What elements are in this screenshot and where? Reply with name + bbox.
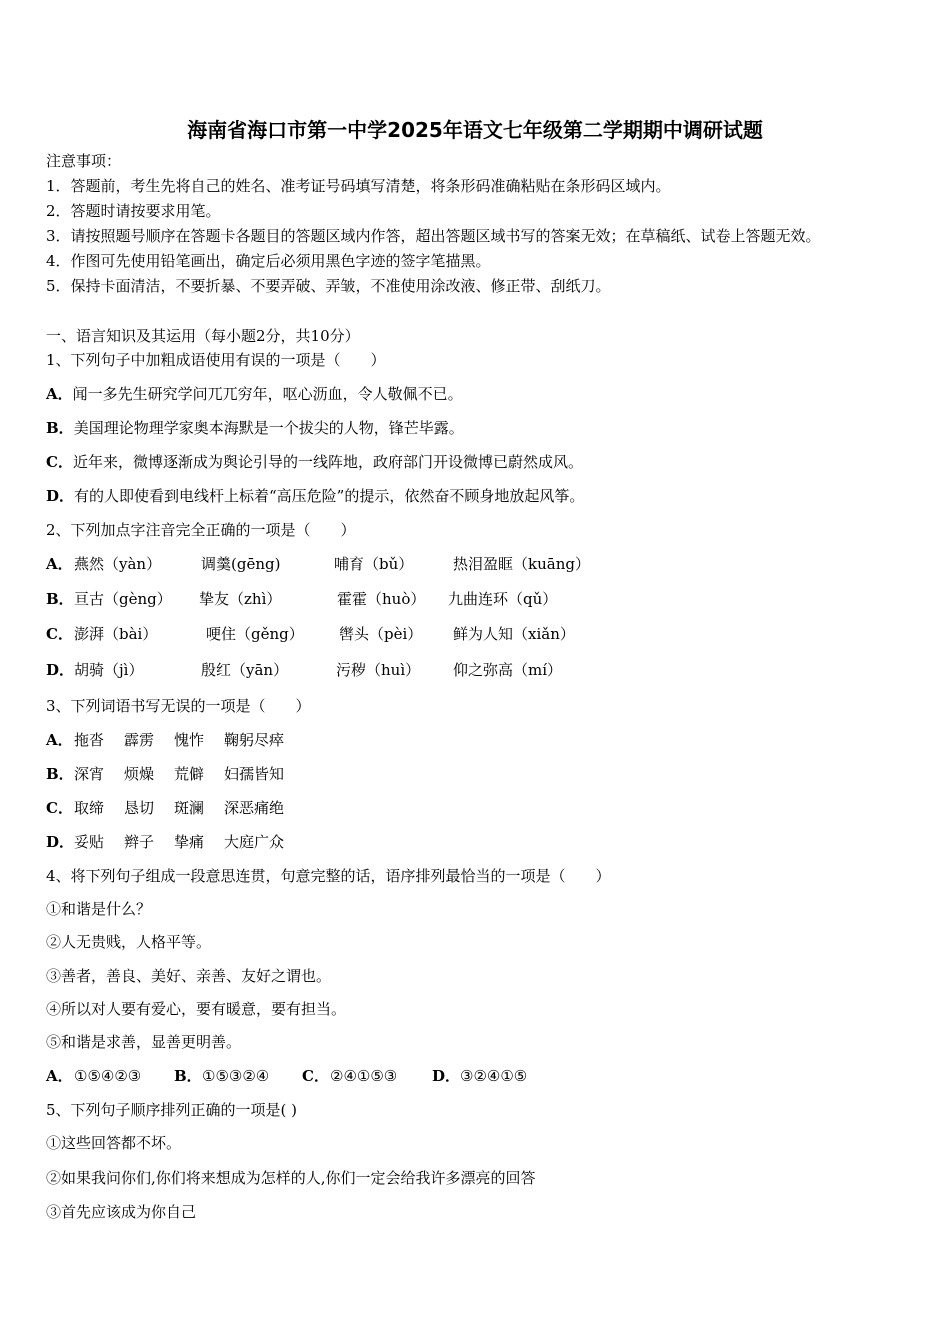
option-cell: 妇孺皆知 bbox=[224, 765, 285, 783]
option bbox=[46, 589, 946, 609]
option bbox=[46, 798, 446, 818]
sentence: ③首先应该成为你自己 bbox=[46, 1203, 197, 1221]
sentence: ①这些回答都不坏。 bbox=[46, 1134, 182, 1152]
option-letter: A． bbox=[46, 555, 73, 573]
option-text: 闻一多先生研究学问兀兀穷年，呕心沥血，令人敬佩不已。 bbox=[72, 385, 463, 403]
option-letter: A． bbox=[46, 731, 73, 749]
option bbox=[46, 452, 583, 472]
option-letter: A． bbox=[46, 1067, 73, 1085]
option-cell: 仰之弥高（mí） bbox=[453, 661, 563, 679]
option-cell: 拖沓 bbox=[74, 731, 105, 749]
option-letter: B． bbox=[46, 765, 74, 783]
option-letter: B． bbox=[174, 1067, 202, 1085]
option-cell: 鲜为人知（xiǎn） bbox=[453, 625, 575, 643]
section-heading: 一、语言知识及其运用（每小题2分，共10分） bbox=[46, 327, 360, 345]
question-stem: 5、下列句子顺序排列正确的一项是( ) bbox=[46, 1101, 298, 1119]
option-letter: C． bbox=[302, 1067, 329, 1085]
answer-options bbox=[46, 1066, 646, 1086]
option-cell: 烦燥 bbox=[124, 765, 155, 783]
option-letter: C． bbox=[46, 625, 73, 643]
option-cell: 挚友（zhì） bbox=[199, 590, 282, 608]
question-stem: 2、下列加点字注音完全正确的一项是（ ） bbox=[46, 521, 356, 539]
notice-item: 4．作图可先使用铅笔画出，确定后必须用黑色字迹的签字笔描黑。 bbox=[46, 252, 491, 270]
option-text: ③②④①⑤ bbox=[460, 1067, 528, 1085]
sentence: ③善者，善良、美好、亲善、友好之谓也。 bbox=[46, 967, 332, 985]
page-title: 海南省海口市第一中学2025年语文七年级第二学期期中调研试题 bbox=[187, 118, 763, 142]
option bbox=[46, 730, 446, 750]
question-stem: 3、下列词语书写无误的一项是（ ） bbox=[46, 697, 311, 715]
option-letter: C． bbox=[46, 453, 73, 471]
option-letter: D． bbox=[46, 487, 75, 505]
option bbox=[46, 486, 584, 506]
option-letter: D． bbox=[46, 833, 75, 851]
sentence: ②如果我问你们,你们将来想成为怎样的人,你们一定会给我许多漂亮的回答 bbox=[46, 1169, 536, 1187]
option-cell: 大庭广众 bbox=[224, 833, 285, 851]
notice-item: 1．答题前，考生先将自己的姓名、准考证号码填写清楚，将条形码准确粘贴在条形码区域内。 bbox=[46, 177, 671, 195]
notice-item: 3．请按照题号顺序在答题卡各题目的答题区域内作答，超出答题区域书写的答案无效；在草稿纸、试卷上答题无效。 bbox=[46, 227, 821, 245]
option-cell: 取缔 bbox=[74, 799, 105, 817]
option-cell: 九曲连环（qǔ） bbox=[448, 590, 558, 608]
option-letter: D． bbox=[46, 661, 75, 679]
option-letter: A． bbox=[46, 385, 73, 403]
notice-item: 2．答题时请按要求用笔。 bbox=[46, 202, 221, 220]
option bbox=[46, 624, 946, 644]
option-cell: 妥贴 bbox=[74, 833, 105, 851]
option-cell: 愧怍 bbox=[174, 731, 205, 749]
option-letter: B． bbox=[46, 590, 74, 608]
option-cell: 辫子 bbox=[124, 833, 155, 851]
option-cell: 恳切 bbox=[124, 799, 155, 817]
sentence: ⑤和谐是求善，显善更明善。 bbox=[46, 1033, 242, 1051]
option-cell: 胡骑（jì） bbox=[74, 661, 144, 679]
option-cell: 哽住（gěng） bbox=[206, 625, 304, 643]
sentence: ④所以对人要有爱心，要有暖意，要有担当。 bbox=[46, 1000, 347, 1018]
option bbox=[46, 660, 946, 680]
option-text: 有的人即使看到电线杆上标着“高压危险”的提示，依然奋不顾身地放起风筝。 bbox=[74, 487, 585, 505]
option-cell: 深恶痛绝 bbox=[224, 799, 285, 817]
option-text: ①⑤④②③ bbox=[74, 1067, 142, 1085]
option-cell: 燕然（yàn） bbox=[74, 555, 162, 573]
question-stem: 4、将下列句子组成一段意思连贯，句意完整的话，语序排列最恰当的一项是（ ） bbox=[46, 867, 611, 885]
option bbox=[46, 554, 946, 574]
option bbox=[46, 418, 464, 438]
option-text: ②④①⑤③ bbox=[330, 1067, 398, 1085]
option-cell: 热泪盈眶（kuāng） bbox=[453, 555, 590, 573]
option-cell: 亘古（gèng） bbox=[74, 590, 172, 608]
sentence: ①和谐是什么？ bbox=[46, 900, 152, 918]
option-cell: 斑澜 bbox=[174, 799, 205, 817]
option-cell: 澎湃（bài） bbox=[74, 625, 158, 643]
option-cell: 霹雳 bbox=[124, 731, 155, 749]
option-cell: 荒僻 bbox=[174, 765, 205, 783]
option-cell: 污秽（huì） bbox=[336, 661, 421, 679]
sentence: ②人无贵贱，人格平等。 bbox=[46, 933, 212, 951]
question-stem: 1、下列句子中加粗成语使用有误的一项是（ ） bbox=[46, 351, 386, 369]
option-cell: 哺育（bǔ） bbox=[334, 555, 414, 573]
option-cell: 挚痛 bbox=[174, 833, 205, 851]
option-cell: 鞠躬尽瘁 bbox=[224, 731, 285, 749]
option-cell: 霍霍（huò） bbox=[337, 590, 426, 608]
notice-item: 5．保持卡面清洁，不要折暴、不要弄破、弄皱，不准使用涂改液、修正带、刮纸刀。 bbox=[46, 277, 611, 295]
notice-heading: 注意事项： bbox=[46, 152, 122, 170]
option-text: 美国理论物理学家奥本海默是一个拔尖的人物，锋芒毕露。 bbox=[73, 419, 464, 437]
option-letter: C． bbox=[46, 799, 73, 817]
option-letter: D． bbox=[432, 1067, 461, 1085]
option-letter: B． bbox=[46, 419, 74, 437]
option-cell: 深宵 bbox=[74, 765, 105, 783]
option-cell: 殷红（yān） bbox=[201, 661, 289, 679]
option bbox=[46, 764, 446, 784]
option-cell: 调羹(gēng) bbox=[201, 555, 281, 573]
option bbox=[46, 832, 446, 852]
option bbox=[46, 384, 463, 404]
option-text: 近年来，微博逐渐成为舆论引导的一线阵地，政府部门开设微博已蔚然成风。 bbox=[72, 453, 583, 471]
option-cell: 辔头（pèi） bbox=[339, 625, 423, 643]
option-text: ①⑤③②④ bbox=[202, 1067, 270, 1085]
